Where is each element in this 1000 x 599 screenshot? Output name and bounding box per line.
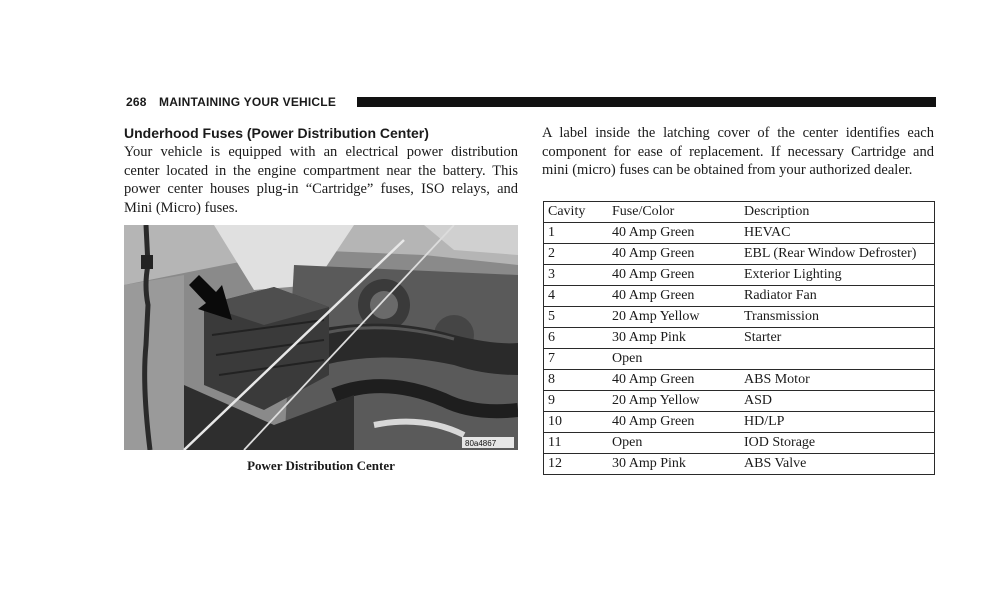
table-row xyxy=(544,286,935,307)
cavity-cell: 7 xyxy=(544,349,603,370)
table-row xyxy=(544,370,935,391)
fuse-color-cell: 40 Amp Green xyxy=(602,223,740,244)
fuse-color-cell: Open xyxy=(602,433,740,454)
table-row xyxy=(544,223,935,244)
table-row xyxy=(544,454,935,475)
fuse-color-cell: 40 Amp Green xyxy=(602,286,740,307)
description-cell: EBL (Rear Window Defroster) xyxy=(740,244,935,265)
column-header-description: Description xyxy=(740,202,935,223)
fuse-color-cell: 20 Amp Yellow xyxy=(602,307,740,328)
cavity-cell: 4 xyxy=(544,286,603,307)
description-cell: HD/LP xyxy=(740,412,935,433)
fuse-color-cell: 40 Amp Green xyxy=(602,412,740,433)
fuse-color-cell: 40 Amp Green xyxy=(602,244,740,265)
description-cell: Transmission xyxy=(740,307,935,328)
table-row xyxy=(544,412,935,433)
page-header xyxy=(126,94,936,110)
engine-illustration xyxy=(124,225,518,450)
description-cell: HEVAC xyxy=(740,223,935,244)
engine-compartment-photo xyxy=(124,225,518,450)
intro-paragraph: Your vehicle is equipped with an electrical power distribution center located in the engine compartment near the battery. This power center houses plug-in “Cartridge” fuses, ISO relays, and Mini (Micro) fuses. xyxy=(124,144,518,216)
table-row xyxy=(544,349,935,370)
cavity-cell: 9 xyxy=(544,391,603,412)
cavity-cell: 8 xyxy=(544,370,603,391)
table-row xyxy=(544,265,935,286)
table-row xyxy=(544,391,935,412)
section-title: MAINTAINING YOUR VEHICLE xyxy=(159,95,337,109)
table-row xyxy=(544,244,935,265)
cavity-cell: 1 xyxy=(544,223,603,244)
subsection-heading: Underhood Fuses (Power Distribution Center) xyxy=(124,125,429,141)
label-paragraph: A label inside the latching cover of the center identifies each component for ease of replacement. If necessary Cartridge and mini (micro) fuses can be obtained from your authorized dealer. xyxy=(542,125,934,179)
cavity-cell: 3 xyxy=(544,265,603,286)
fuse-color-cell: 30 Amp Pink xyxy=(602,328,740,349)
description-cell: ABS Valve xyxy=(740,454,935,475)
table-header-row xyxy=(544,202,935,223)
fuse-color-cell: Open xyxy=(602,349,740,370)
table-row xyxy=(544,307,935,328)
description-cell: Starter xyxy=(740,328,935,349)
cavity-cell: 11 xyxy=(544,433,603,454)
fuse-color-cell: 20 Amp Yellow xyxy=(602,391,740,412)
figure-code: 80a4867 xyxy=(465,439,497,448)
description-cell xyxy=(740,349,935,370)
fuse-color-cell: 40 Amp Green xyxy=(602,370,740,391)
fuse-table xyxy=(543,201,935,475)
fuse-color-cell: 40 Amp Green xyxy=(602,265,740,286)
description-cell: ABS Motor xyxy=(740,370,935,391)
table-row xyxy=(544,433,935,454)
description-cell: ASD xyxy=(740,391,935,412)
description-cell: Exterior Lighting xyxy=(740,265,935,286)
description-cell: Radiator Fan xyxy=(740,286,935,307)
column-header-fuse-color: Fuse/Color xyxy=(602,202,740,223)
table-row xyxy=(544,328,935,349)
cavity-cell: 5 xyxy=(544,307,603,328)
page-number: 268 xyxy=(126,95,147,109)
column-header-cavity: Cavity xyxy=(544,202,603,223)
cavity-cell: 6 xyxy=(544,328,603,349)
figure-caption: Power Distribution Center xyxy=(247,458,395,473)
cavity-cell: 12 xyxy=(544,454,603,475)
cavity-cell: 2 xyxy=(544,244,603,265)
fuse-color-cell: 30 Amp Pink xyxy=(602,454,740,475)
header-rule xyxy=(357,97,936,107)
cavity-cell: 10 xyxy=(544,412,603,433)
description-cell: IOD Storage xyxy=(740,433,935,454)
